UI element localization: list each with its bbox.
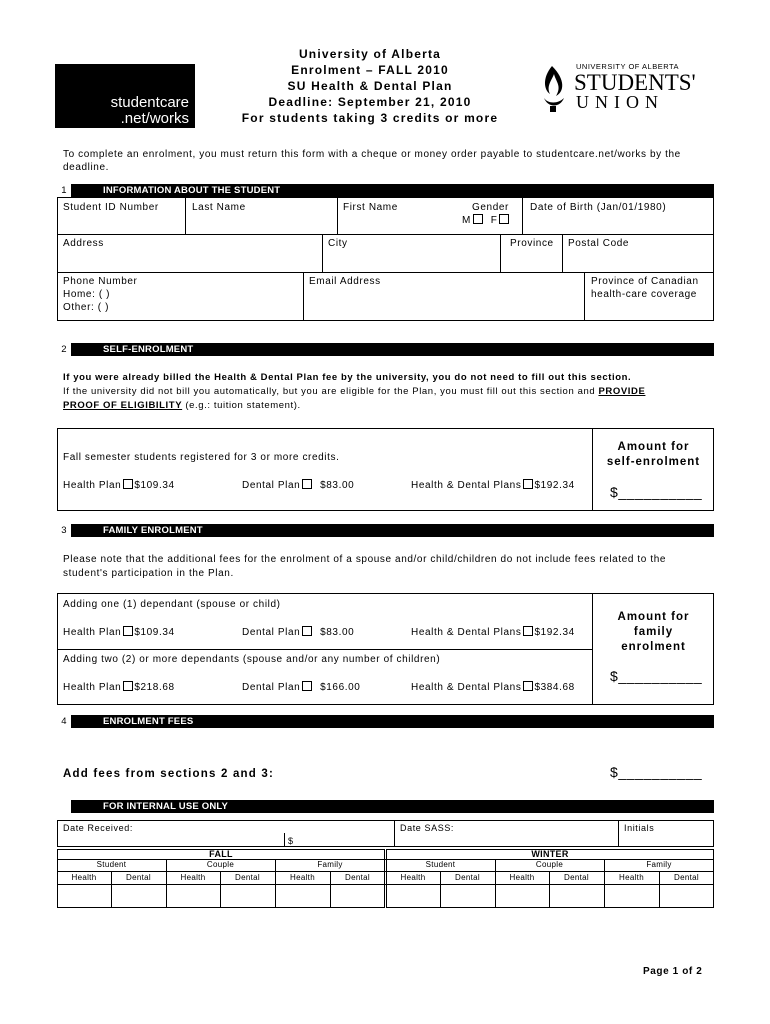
gender-label: Gender [472, 202, 509, 213]
dental-plan-label: Dental Plan [242, 682, 301, 693]
winter-family-health: Health [619, 873, 644, 882]
one-dep-dental-option [242, 626, 354, 638]
winter-couple-label: Couple [535, 860, 564, 869]
both-plans-price: $384.68 [534, 682, 575, 693]
su-logo-top: UNIVERSITY OF ALBERTA [576, 62, 680, 71]
one-dependant-text: Adding one (1) dependant (spouse or child) [63, 599, 281, 610]
gender-m-checkbox[interactable] [473, 214, 483, 224]
dental-plan-price: $83.00 [320, 480, 355, 491]
page-number: Page 1 of 2 [643, 966, 703, 977]
first-name-field[interactable]: First Name [343, 202, 398, 213]
health-plan-label: Health Plan [63, 627, 122, 638]
amount-line-1: Amount for [617, 611, 690, 623]
su-logo-bottom: UNION [576, 92, 664, 112]
self-amount-field[interactable]: $__________ [610, 484, 703, 500]
date-received-field[interactable]: Date Received: [63, 823, 133, 833]
total-fees-field[interactable]: $__________ [610, 764, 703, 780]
fall-couple-dental: Dental [235, 873, 260, 882]
internal-dates-box [57, 820, 714, 847]
gender-f-label: F [490, 215, 498, 226]
amount-line-2: family [633, 626, 674, 638]
province-field[interactable]: Province [510, 238, 554, 249]
family-amount-field[interactable]: $__________ [610, 668, 703, 684]
section-number: 1 [57, 184, 73, 197]
section-title: SELF-ENROLMENT [103, 344, 194, 355]
phone-label: Phone Number [63, 276, 138, 287]
section-4-header [57, 715, 714, 728]
winter-label: WINTER [531, 849, 569, 859]
dental-plan-checkbox[interactable] [302, 681, 312, 691]
health-plan-checkbox[interactable] [123, 681, 133, 691]
fall-family-dental: Dental [345, 873, 370, 882]
winter-family-dental: Dental [674, 873, 699, 882]
section-title: INFORMATION ABOUT THE STUDENT [103, 185, 281, 196]
health-plan-price: $109.34 [134, 627, 175, 638]
health-plan-checkbox[interactable] [123, 626, 133, 636]
self-both-option [411, 479, 575, 491]
winter-couple-dental: Dental [564, 873, 589, 882]
date-sass-field[interactable]: Date SASS: [400, 823, 455, 833]
intro-text: To complete an enrolment, you must return this form with a cheque or money order payable to studentcare.net/works by the deadline. [63, 149, 681, 173]
fall-student-health: Health [71, 873, 97, 882]
amount-line-2: self-enrolment [606, 456, 701, 468]
self-health-option [63, 479, 175, 491]
flame-icon [538, 64, 568, 114]
dob-field[interactable]: Date of Birth (Jan/01/1980) [530, 202, 667, 213]
student-info-box [57, 197, 714, 321]
eligibility-note-text: If the university did not bill you automatically, but you are eligible for the Plan, you must fill out this section and [63, 386, 596, 397]
two-dep-both-option [411, 681, 575, 693]
fall-family-label: Family [317, 860, 343, 869]
form-title [200, 46, 540, 126]
both-plans-price: $192.34 [534, 627, 575, 638]
fall-semester-text: Fall semester students registered for 3 or more credits. [63, 452, 340, 463]
studentcare-logo [55, 64, 195, 128]
one-dep-health-option [63, 626, 175, 638]
section-number: 4 [57, 715, 73, 728]
both-plans-label: Health & Dental Plans [411, 682, 522, 693]
last-name-field[interactable]: Last Name [192, 202, 246, 213]
section-title: ENROLMENT FEES [103, 716, 194, 727]
address-field[interactable]: Address [63, 238, 104, 249]
health-plan-checkbox[interactable] [123, 479, 133, 489]
health-plan-label: Health Plan [63, 480, 122, 491]
self-dental-option [242, 479, 354, 491]
su-logo-middle: STUDENTS' [574, 70, 696, 95]
both-plans-price: $192.34 [534, 480, 575, 491]
self-amount-heading [593, 440, 714, 470]
provide-text: PROVIDE [598, 386, 646, 397]
other-phone-field[interactable]: Other: ( ) [63, 302, 110, 313]
dental-plan-price: $83.00 [320, 627, 355, 638]
health-plan-label: Health Plan [63, 682, 122, 693]
internal-use-header [57, 800, 714, 813]
billed-note: If you were already billed the Health & Dental Plan fee by the university, you do not need to fill out this section. [63, 372, 632, 383]
two-dep-health-option [63, 681, 175, 693]
health-plan-price: $218.68 [134, 682, 175, 693]
both-plans-label: Health & Dental Plans [411, 480, 522, 491]
eligibility-note [63, 386, 645, 397]
amount-line-3: enrolment [621, 641, 686, 653]
dental-plan-price: $166.00 [320, 682, 361, 693]
winter-student-dental: Dental [455, 873, 480, 882]
fall-family-health: Health [290, 873, 315, 882]
winter-family-label: Family [646, 860, 672, 869]
initials-field[interactable]: Initials [624, 823, 655, 833]
logo-line-2: .net/works [120, 110, 189, 127]
title-line-1: University of Alberta [298, 47, 442, 61]
two-dep-dental-option [242, 681, 360, 693]
title-line-3: SU Health & Dental Plan [287, 79, 453, 93]
dental-plan-checkbox[interactable] [302, 626, 312, 636]
amount-line-1: Amount for [617, 441, 690, 453]
internal-amount-field[interactable]: $ [288, 836, 294, 846]
two-dependants-text: Adding two (2) or more dependants (spouse and/or any number of children) [63, 654, 441, 665]
postal-code-field[interactable]: Postal Code [568, 238, 630, 249]
proof-text: PROOF OF ELIGIBILITY [63, 400, 183, 411]
family-note: Please note that the additional fees for the enrolment of a spouse and/or child/children do not include fees related to the student's participation in the Plan. [63, 554, 667, 579]
students-union-logo [538, 62, 696, 114]
add-fees-label: Add fees from sections 2 and 3: [63, 768, 275, 780]
both-plans-checkbox[interactable] [523, 681, 533, 691]
section-number [57, 800, 73, 813]
section-number: 2 [57, 343, 73, 356]
winter-student-health: Health [400, 873, 426, 882]
fall-couple-health: Health [180, 873, 206, 882]
dental-plan-label: Dental Plan [242, 480, 301, 491]
coverage-label-2[interactable]: health-care coverage [591, 289, 697, 300]
winter-couple-health: Health [509, 873, 535, 882]
section-title: FOR INTERNAL USE ONLY [103, 801, 229, 812]
home-phone-field[interactable]: Home: ( ) [63, 289, 111, 300]
dental-plan-checkbox[interactable] [302, 479, 312, 489]
both-plans-checkbox[interactable] [523, 626, 533, 636]
fall-couple-label: Couple [206, 860, 235, 869]
dental-plan-label: Dental Plan [242, 627, 301, 638]
section-3-header [57, 524, 714, 537]
proof-example: (e.g.: tuition statement). [182, 400, 301, 411]
section-2-header [57, 343, 714, 356]
one-dep-both-option [411, 626, 575, 638]
both-plans-label: Health & Dental Plans [411, 627, 522, 638]
family-amount-heading [593, 610, 714, 655]
proof-note [63, 400, 301, 411]
title-line-2: Enrolment – FALL 2010 [291, 63, 449, 77]
health-plan-price: $109.34 [134, 480, 175, 491]
section-number: 3 [57, 524, 73, 537]
fall-student-label: Student [96, 860, 127, 869]
both-plans-checkbox[interactable] [523, 479, 533, 489]
section-1-header [57, 184, 714, 197]
student-id-field[interactable]: Student ID Number [63, 202, 159, 213]
gender-m-label: M [462, 215, 471, 226]
city-field[interactable]: City [328, 238, 348, 249]
fall-student-dental: Dental [126, 873, 151, 882]
coverage-label-1: Province of Canadian [591, 276, 699, 287]
title-line-4: Deadline: September 21, 2010 [268, 95, 472, 109]
fall-label: FALL [209, 849, 233, 859]
gender-f-checkbox[interactable] [499, 214, 509, 224]
winter-student-label: Student [425, 860, 456, 869]
gender-options [462, 214, 510, 226]
logo-line-1: studentcare [110, 94, 189, 111]
email-field[interactable]: Email Address [309, 276, 381, 287]
section-title: FAMILY ENROLMENT [103, 525, 203, 536]
title-line-5: For students taking 3 credits or more [241, 111, 499, 125]
